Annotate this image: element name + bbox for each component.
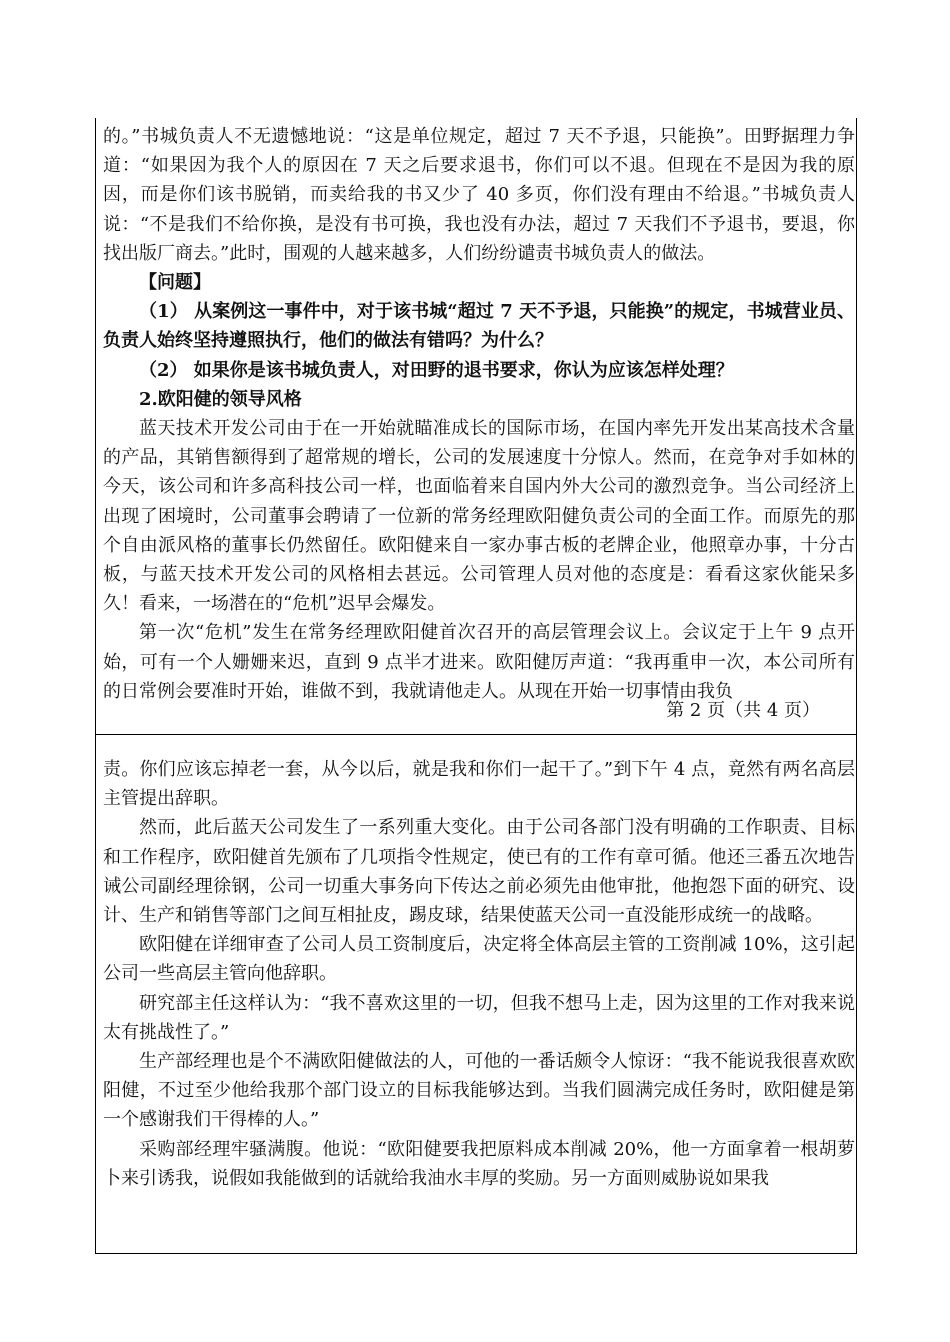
case2-paragraph-2: 第一次“危机”发生在常务经理欧阳健首次召开的高层管理会议上。会议定于上午 9 点开始，可有一个人姗姗来迟，直到 9 点半才进来。欧阳健厉声道：“我再重申一次，本公司所有的日常例会要准时开始，谁做不到，我就请他走人。从现在开始一切事情由我负 <box>103 622 855 702</box>
page2-paragraph-2: 然而，此后蓝天公司发生了一系列重大变化。由于公司各部门没有明确的工作职责、目标和工作程序，欧阳健首先颁布了几项指令性规定，使已有的工作有章可循。他还三番五次地告诫公司副经理徐钢，公司一切重大事务向下传达之前必须先由他审批，他抱怨下面的研究、设计、生产和销售等部门之间互相扯皮，踢皮球，结果使蓝天公司一直没能形成统一的战略。 <box>103 817 855 927</box>
page2-paragraph-1: 责。你们应该忘掉老一套，从今以后，就是我和你们一起干了。”到下午 4 点，竟然有两名高层主管提出辞职。 <box>103 759 855 810</box>
page2-paragraph-4: 研究部主任这样认为：“我不喜欢这里的一切，但我不想马上走，因为这里的工作对我来说太有挑战性了。” <box>103 992 855 1043</box>
question-1: （1） 从案例这一事件中，对于该书城“超过 7 天不予退，只能换”的规定，书城营业员、负责人始终坚持遵照执行，他们的做法有错吗？为什么？ <box>103 301 855 352</box>
page-footer: 第 2 页（共 4 页） <box>666 700 820 721</box>
questions-heading: 【问题】 <box>139 272 211 294</box>
page2-content <box>103 755 855 1193</box>
page2-paragraph-5: 生产部经理也是个不满欧阳健做法的人，可他的一番话颇令人惊讶：“我不能说我很喜欢欧阳健，不过至少他给我那个部门设立的目标我能够达到。当我们圆满完成任务时，欧阳健是第一个感谢我们干得棒的人。” <box>103 1051 855 1131</box>
case2-title: 2.欧阳健的领导风格 <box>139 388 302 410</box>
page1-content <box>103 122 855 706</box>
page2-paragraph-6: 采购部经理牢骚满腹。他说：“欧阳健要我把原料成本削减 20%，他一方面拿着一根胡萝卜来引诱我，说假如我能做到的话就给我油水丰厚的奖励。另一方面则威胁说如果我 <box>103 1138 855 1189</box>
case2-paragraph-1: 蓝天技术开发公司由于在一开始就瞄准成长的国际市场，在国内率先开发出某高技术含量的产品，其销售额得到了超常规的增长，公司的发展速度十分惊人。然而，在竞争对手如林的今天，该公司和许多高科技公司一样，也面临着来自国内外大公司的激烈竞争。当公司经济上出现了困境时，公司董事会聘请了一位新的常务经理欧阳健负责公司的全面工作。而原先的那个自由派风格的董事长仍然留任。欧阳健来自一家办事古板的老牌企业，他照章办事，十分古板，与蓝天技术开发公司的风格相去甚远。公司管理人员对他的态度是：看看这家伙能呆多久！看来，一场潜在的“危机”迟早会爆发。 <box>103 418 855 615</box>
page2-paragraph-3: 欧阳健在详细审查了公司人员工资制度后，决定将全体高层主管的工资削减 10%，这引起公司一些高层主管向他辞职。 <box>103 934 855 985</box>
intro-paragraph: 的。”书城负责人不无遗憾地说：“这是单位规定，超过 7 天不予退，只能换”。田野据理力争道：“如果因为我个人的原因在 7 天之后要求退书，你们可以不退。但现在不是因为我的原因，而是你们该书脱销，而卖给我的书又少了 40 多页，你们没有理由不给退。”书城负责人说：“不是我们不给你换，是没有书可换，我也没有办法，超过 7 天我们不予退书，要退，你找出版厂商去。”此时，围观的人越来越多，人们纷纷谴责书城负责人的做法。 <box>103 126 855 264</box>
question-2: （2） 如果你是该书城负责人，对田野的退书要求，你认为应该怎样处理？ <box>139 359 734 381</box>
